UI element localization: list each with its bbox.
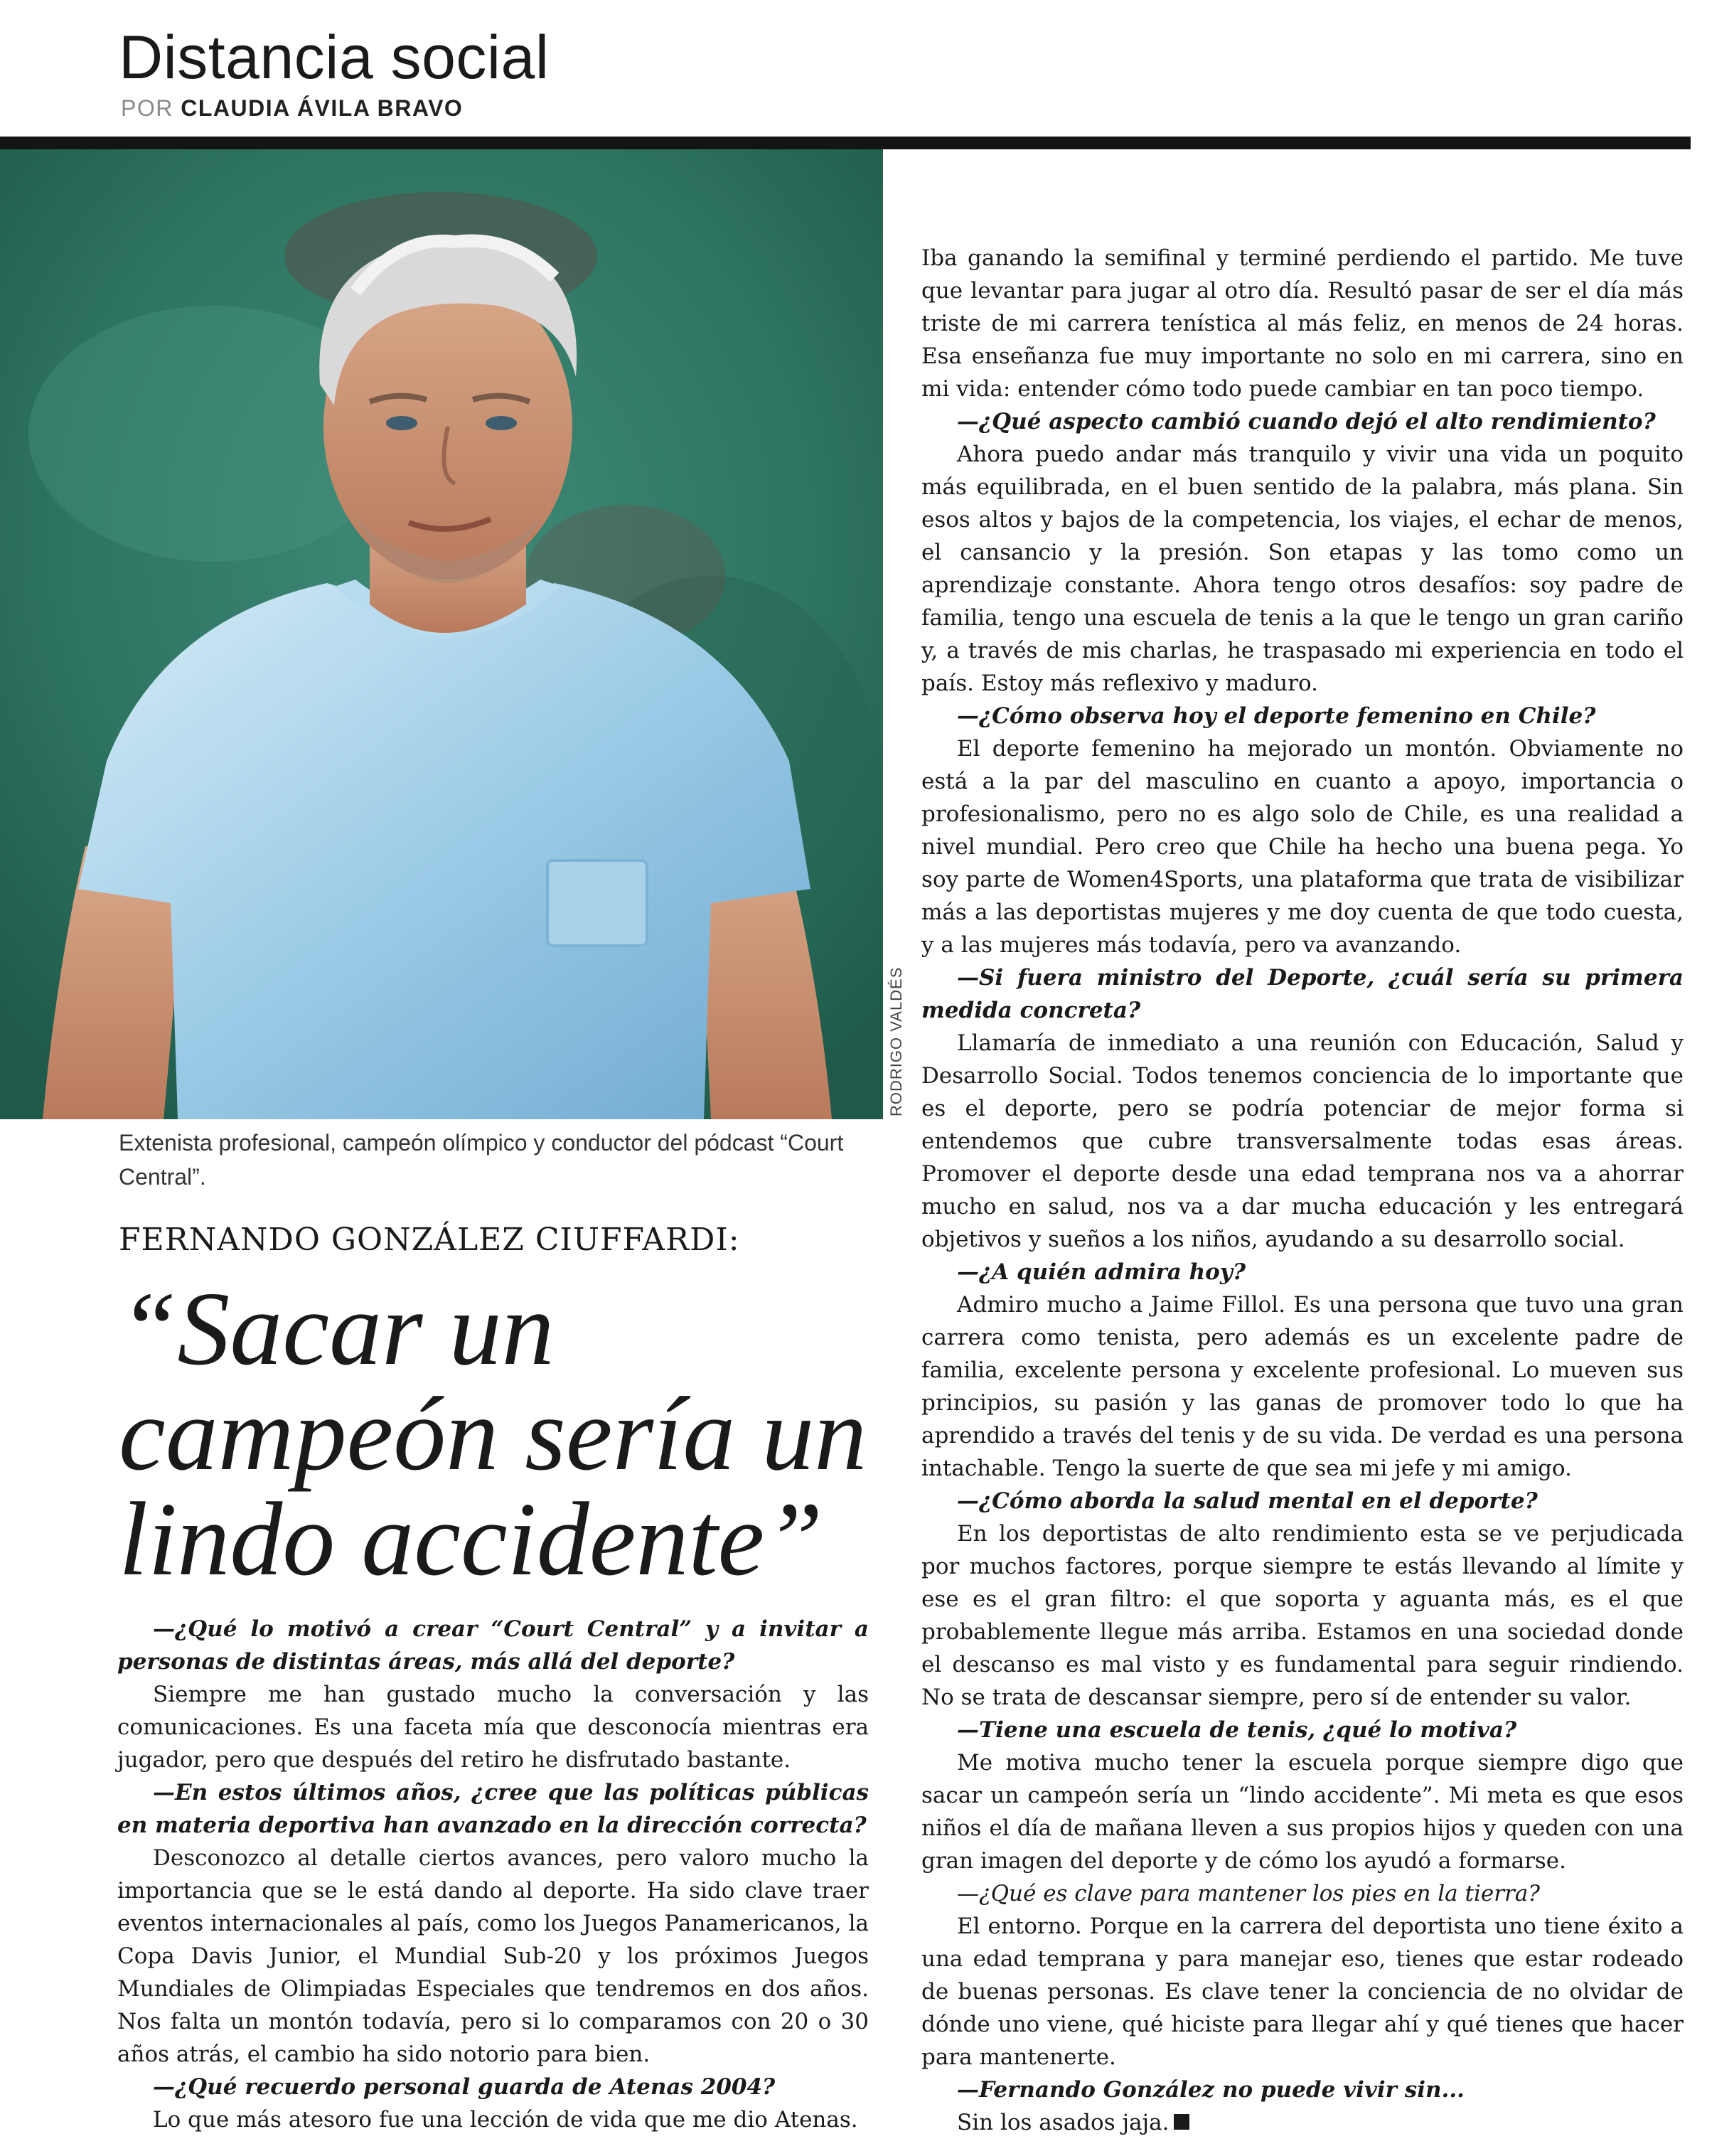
article-column-left	[117, 1613, 869, 2136]
question: —¿Cómo aborda la salud mental en el deporte?	[957, 1488, 1538, 1514]
top-rule	[0, 137, 1691, 149]
headline: “Sacar un campeón sería un lindo accidente”	[119, 1271, 867, 1598]
answer: Siempre me han gustado mucho la conversación y las comunicaciones. Es una faceta mía que desconocía mientras era jugador, pero que después del retiro he disfrutado bastante.	[117, 1682, 869, 1773]
question: —¿Qué lo motivó a crear “Court Central” y a invitar a personas de distintas áreas, más allá del deporte?	[117, 1616, 869, 1675]
answer: El deporte femenino ha mejorado un montón. Obviamente no está a la par del masculino en cuanto a apoyo, importancia o profesionalismo, pero no es algo solo de Chile, es una realidad a nivel mundial. Pero creo que Chile ha hecho una buena pega. Yo soy parte de Women4Sports, una plataforma que trata de visibilizar más a las deportistas mujeres y me doy cuenta de que todo cuesta, y a las mujeres más todavía, pero va avanzando.	[921, 736, 1684, 958]
answer: El entorno. Porque en la carrera del deportista uno tiene éxito a una edad temprana y para manejar eso, tienes que estar rodeado de buenas personas. Es clave tener la conciencia de no olvidar de dónde uno viene, qué hiciste para llegar ahí y qué tienes que hacer para mantenerte.	[921, 1914, 1684, 2070]
answer: En los deportistas de alto rendimiento esta se ve perjudicada por muchos factores, porque siempre te estás llevando al límite y ese es el gran filtro: el que soporta y aguanta más, es el que probablemente llegue más arriba. Estamos en una sociedad donde el descanso es mal visto y es fundamental para seguir rindiendo. No se trata de descansar siempre, pero sí de entender su valor.	[921, 1521, 1684, 1710]
question: —¿A quién admira hoy?	[957, 1259, 1246, 1285]
question: —¿Qué aspecto cambió cuando dejó el alto rendimiento?	[957, 409, 1656, 434]
byline-author: CLAUDIA ÁVILA BRAVO	[181, 95, 464, 121]
byline	[121, 95, 463, 122]
question: —¿Qué es clave para mantener los pies en la tierra?	[957, 1881, 1540, 1906]
answer: Llamaría de inmediato a una reunión con Educación, Salud y Desarrollo Social. Todos tenemos conciencia de lo importante que es el deporte, pero se podría potenciar de mejor forma si entendemos que cubre transversalmente todas esas áreas. Promover el deporte desde una edad temprana nos va a ahorrar mucho en salud, nos va a dar mucha educación y les entregará objetivos y sueños a los niños, ayudando a su desarrollo social.	[921, 1030, 1684, 1252]
photo-caption: Extenista profesional, campeón olímpico y conductor del pódcast “Court Central”.	[119, 1130, 844, 1190]
question: —Si fuera ministro del Deporte, ¿cuál sería su primera medida concreta?	[921, 965, 1684, 1023]
final-answer-text: Sin los asados jaja.	[957, 2110, 1170, 2135]
answer: Lo que más atesoro fue una lección de vida que me dio Atenas.	[153, 2107, 858, 2133]
question: —Tiene una escuela de tenis, ¿qué lo motiva?	[957, 1717, 1517, 1743]
answer: Admiro mucho a Jaime Fillol. Es una persona que tuvo una gran carrera como tenista, pero además es un excelente padre de familia, excelente persona y excelente profesional. Lo mueven sus principios, su pasión y las ganas de promover todo lo que ha aprendido a través del tenis y de su vida. De verdad es una persona intachable. Tengo la suerte de que sea mi jefe y mi amigo.	[921, 1292, 1684, 1481]
question: —¿Cómo observa hoy el deporte femenino en Chile?	[957, 703, 1596, 729]
question: —En estos últimos años, ¿cree que las políticas públicas en materia deportiva han avanzado en la dirección correcta?	[117, 1780, 869, 1838]
photo-credit: RODRIGO VALDÉS	[887, 966, 905, 1116]
question: —¿Qué recuerdo personal guarda de Atenas 2004?	[153, 2074, 776, 2100]
byline-prefix: POR	[121, 95, 173, 121]
final-answer	[921, 2106, 1684, 2139]
end-mark-icon	[1174, 2114, 1189, 2130]
answer-continued: Iba ganando la semifinal y terminé perdiendo el partido. Me tuve que levantar para jugar al otro día. Resultó pasar de ser el día más triste de mi carrera tenística al más feliz, en menos de 24 horas. Esa enseñanza fue muy importante no solo en mi carrera, sino en mi vida: entender cómo todo puede cambiar en tan poco tiempo.	[921, 245, 1684, 402]
answer: Ahora puedo andar más tranquilo y vivir una vida un poquito más equilibrada, en el buen sentido de la palabra, más plana. Sin esos altos y bajos de la competencia, los viajes, el echar de menos, el cansancio y la presión. Son etapas y las tomo como un aprendizaje constante. Ahora tengo otros desafíos: soy padre de familia, tengo una escuela de tenis a la que le tengo un gran cariño y, a través de mis charlas, he traspasado mi experiencia en todo el país. Estoy más reflexivo y maduro.	[921, 442, 1684, 696]
answer: Me motiva mucho tener la escuela porque siempre digo que sacar un campeón sería un “lindo accidente”. Mi meta es que esos niños el día de mañana lleven a sus propios hijos y queden con una gran imagen del deporte y de cómo los ayudó a formarse.	[921, 1750, 1684, 1874]
interviewee-name: FERNANDO GONZÁLEZ CIUFFARDI:	[119, 1222, 740, 1258]
article-column-right	[921, 242, 1684, 2139]
answer: Desconozco al detalle ciertos avances, pero valoro mucho la importancia que se le está dando al deporte. Ha sido clave traer eventos internacionales al país, como los Juegos Panamericanos, la Copa Davis Junior, el Mundial Sub-20 y los próximos Juegos Mundiales de Olimpiadas Especiales que tendremos en dos años. Nos falta un montón todavía, pero si lo comparamos con 20 o 30 años atrás, el cambio ha sido notorio para bien.	[117, 1845, 869, 2067]
portrait-illustration	[0, 149, 883, 1119]
question: —Fernando González no puede vivir sin...	[957, 2077, 1465, 2103]
section-title: Distancia social	[119, 23, 550, 92]
